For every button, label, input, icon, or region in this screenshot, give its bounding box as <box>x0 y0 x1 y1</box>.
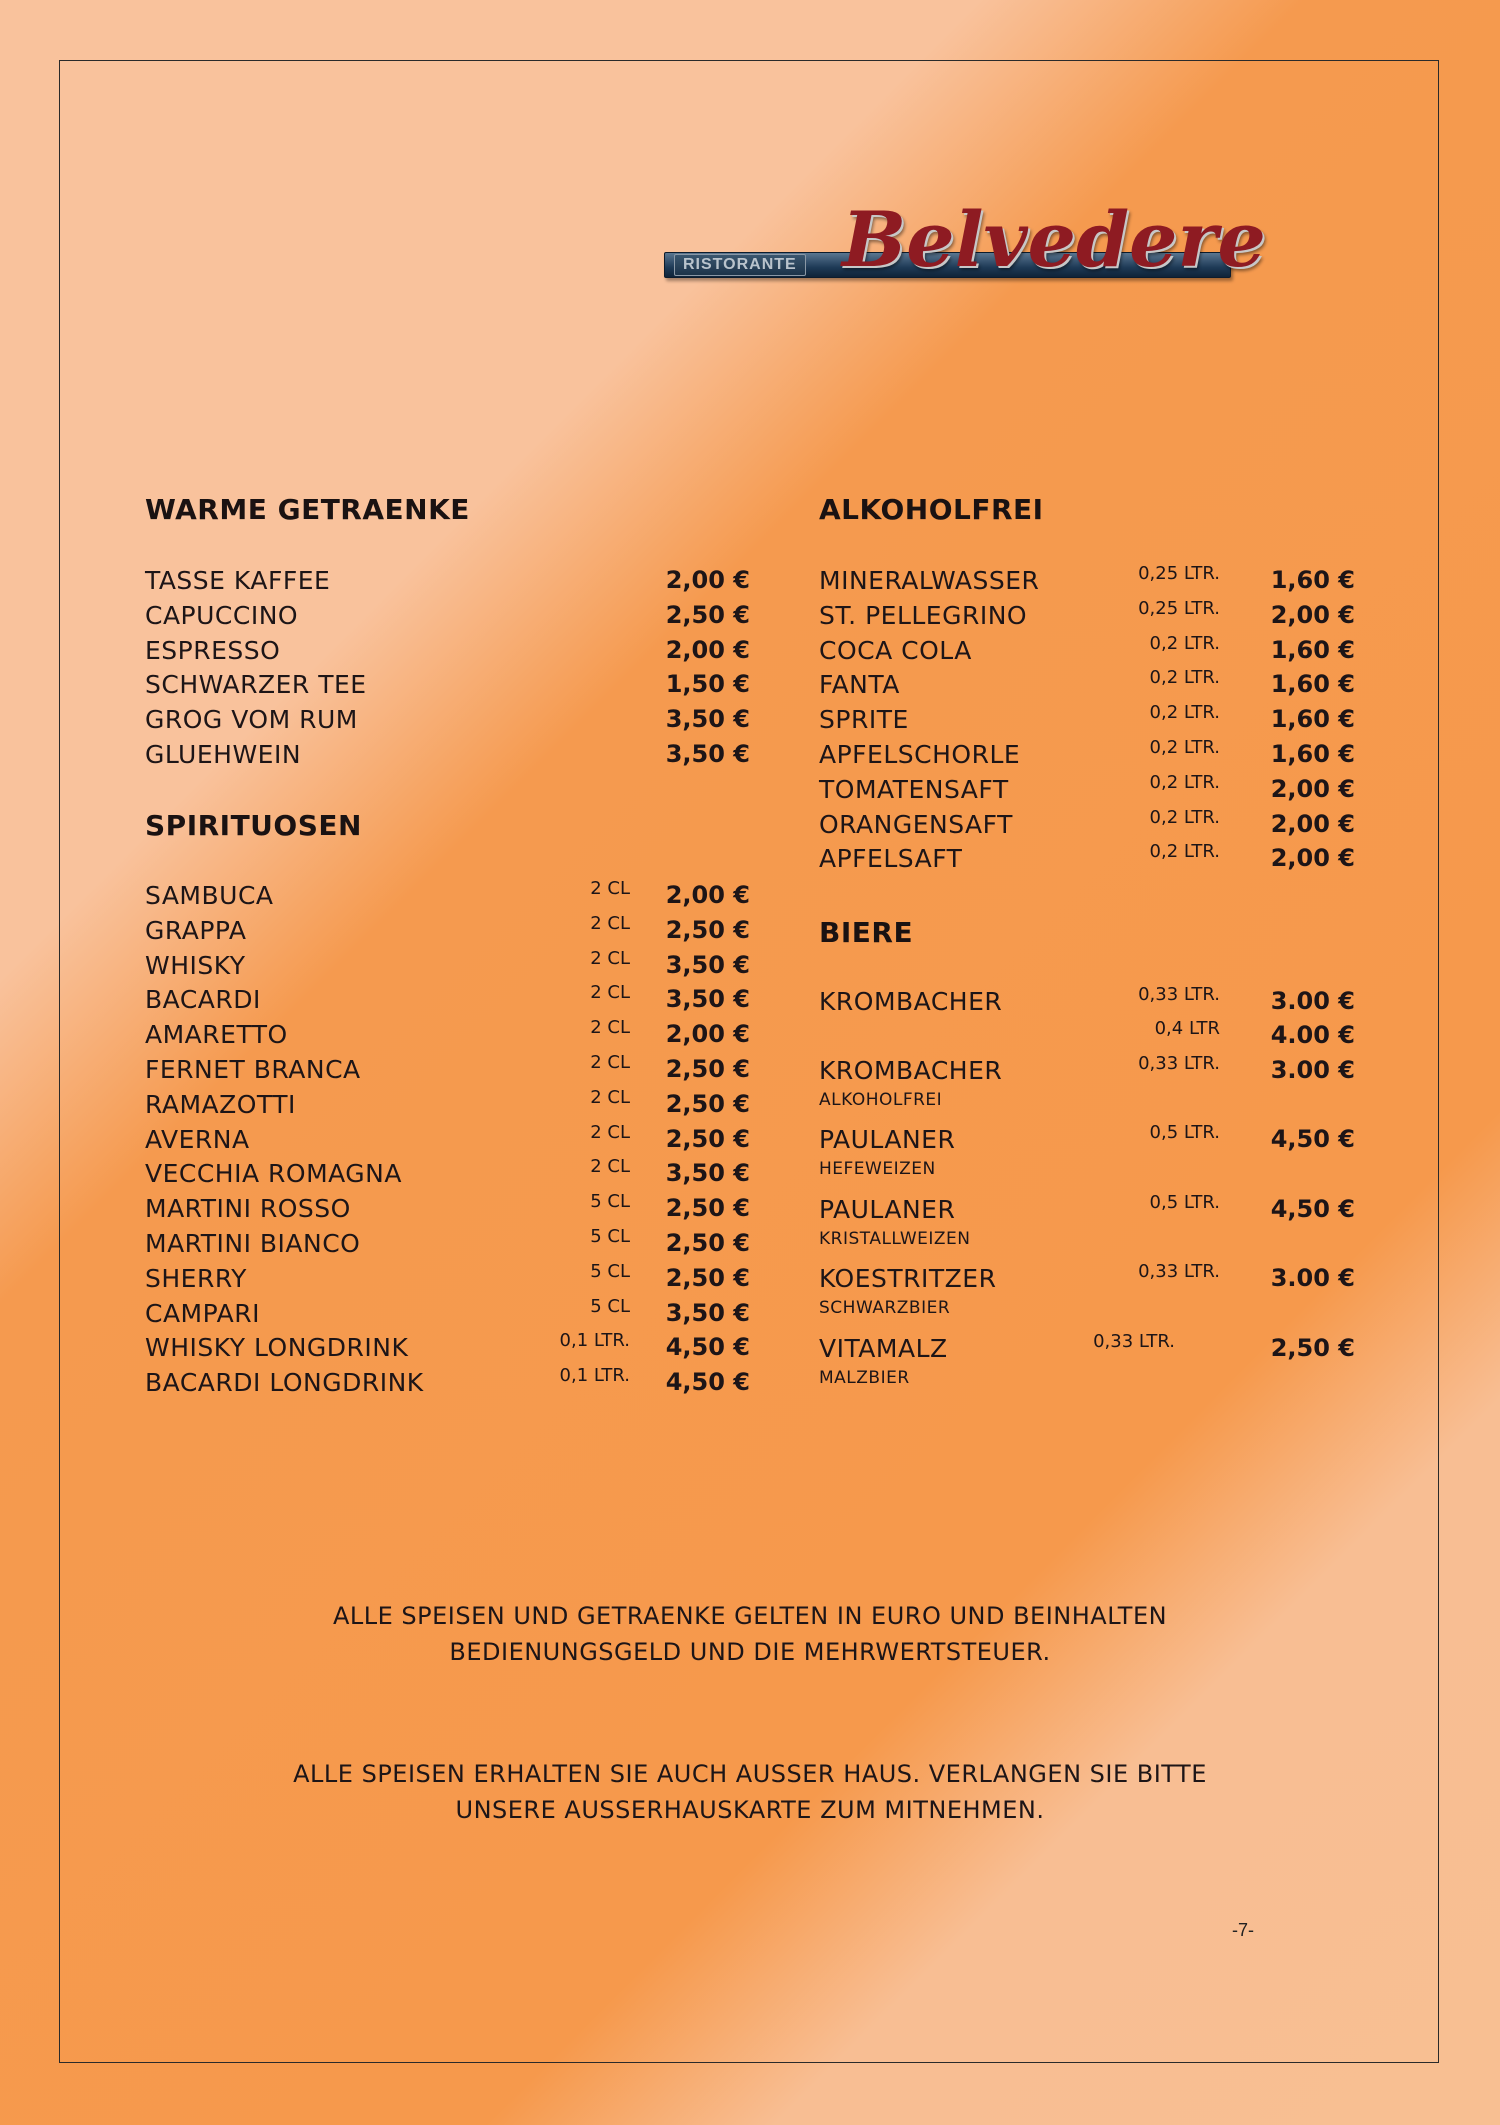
menu-item-row <box>145 1017 750 1054</box>
menu-item-row <box>145 982 750 1019</box>
section-title-spirituosen: SPIRITUOSEN <box>145 809 362 842</box>
menu-item-quantity: 0,5 LTR. <box>1149 1122 1220 1143</box>
menu-item-price: 2,50 € <box>665 1055 750 1083</box>
menu-item-name: GROG VOM RUM <box>145 705 358 735</box>
menu-item-price: 1,60 € <box>1270 566 1355 594</box>
menu-item-row <box>145 1191 750 1228</box>
menu-item-name: GRAPPA <box>145 915 247 945</box>
price-note <box>150 1598 1350 1670</box>
menu-item-row <box>819 1018 1355 1055</box>
menu-item-name: COCA COLA <box>819 635 972 665</box>
menu-item-name: APFELSAFT <box>819 844 963 874</box>
menu-item-name: GLUEHWEIN <box>145 740 302 769</box>
menu-item-row <box>145 740 750 774</box>
takeaway-note-line2: UNSERE AUSSERHAUSKARTE ZUM MITNEHMEN. <box>455 1796 1045 1824</box>
section-title-warme-getraenke: WARME GETRAENKE <box>145 493 470 526</box>
menu-item-price: 3,50 € <box>665 985 750 1014</box>
menu-item-price: 4.00 € <box>1270 1021 1355 1049</box>
menu-item-name: PAULANER <box>819 1195 956 1224</box>
price-note-line1: ALLE SPEISEN UND GETRAENKE GELTEN IN EURO UND BEINHALTEN <box>332 1602 1168 1630</box>
menu-item-row <box>819 771 1355 809</box>
menu-item-name: ORANGENSAFT <box>819 809 1013 839</box>
price-note-line2: BEDIENUNGSGELD UND DIE MEHRWERTSTEUER. <box>449 1638 1051 1666</box>
menu-item-quantity: 0,33 LTR. <box>1138 1053 1220 1074</box>
section-title-biere: BIERE <box>819 916 914 949</box>
menu-item-name: FERNET BRANCA <box>145 1055 361 1084</box>
menu-item-row <box>145 636 750 670</box>
menu-item-quantity: 5 CL <box>590 1226 630 1247</box>
menu-item-name: TASSE KAFFEE <box>145 566 331 595</box>
menu-item-price: 2,50 € <box>665 1229 750 1257</box>
menu-item-row <box>145 1226 750 1263</box>
menu-item-price: 2,00 € <box>1270 774 1355 803</box>
menu-item-row <box>145 1156 750 1193</box>
menu-item-price: 4,50 € <box>1270 1125 1355 1153</box>
menu-item-price: 3,50 € <box>665 740 750 768</box>
menu-item-price: 2,00 € <box>665 566 750 594</box>
menu-item-price: 3.00 € <box>1270 1264 1355 1292</box>
menu-item-quantity: 0,25 LTR. <box>1138 563 1220 584</box>
menu-item-row <box>145 1295 750 1333</box>
menu-item-name: VITAMALZ <box>819 1334 948 1363</box>
menu-item-price: 1,60 € <box>1270 670 1355 699</box>
menu-item-price: 2,50 € <box>665 1089 750 1118</box>
menu-item-quantity: 2 CL <box>590 1017 630 1039</box>
menu-item-quantity: 0,2 LTR. <box>1149 667 1220 689</box>
menu-item-quantity: 0,1 LTR. <box>559 1330 630 1352</box>
menu-item-quantity: 0,2 LTR. <box>1149 841 1220 863</box>
menu-item-price: 1,60 € <box>1270 705 1355 734</box>
menu-item-quantity: 0,2 LTR. <box>1149 632 1220 654</box>
menu-item-name: AMARETTO <box>145 1020 288 1050</box>
menu-item-row <box>145 670 750 704</box>
menu-item-name: CAMPARI <box>145 1298 260 1328</box>
menu-item-quantity: 2 CL <box>590 1086 630 1108</box>
menu-item-quantity: 0,5 LTR. <box>1149 1192 1220 1213</box>
menu-item-price: 1,60 € <box>1270 740 1355 768</box>
logo-badge-text: RISTORANTE <box>674 254 806 276</box>
menu-item-name: ST. PELLEGRINO <box>819 600 1028 630</box>
takeaway-note <box>150 1756 1350 1828</box>
menu-item-row <box>819 1122 1355 1179</box>
menu-item-name: KOESTRITZER <box>819 1264 997 1293</box>
menu-item-quantity: 0,4 LTR <box>1154 1018 1220 1039</box>
menu-item-price: 3,50 € <box>665 705 750 734</box>
menu-item-row <box>145 1052 750 1089</box>
menu-item-name: BACARDI LONGDRINK <box>145 1368 424 1398</box>
menu-item-quantity: 0,2 LTR. <box>1149 737 1220 758</box>
menu-item-name: APFELSCHORLE <box>819 740 1021 769</box>
menu-item-row <box>819 841 1355 878</box>
menu-item-name: MARTINI ROSSO <box>145 1194 351 1224</box>
menu-item-name: MINERALWASSER <box>819 566 1040 595</box>
menu-item-quantity: 5 CL <box>590 1191 630 1213</box>
menu-item-row <box>819 806 1355 844</box>
menu-item-name: VECCHIA ROMAGNA <box>145 1159 402 1189</box>
menu-item-row <box>145 1330 750 1367</box>
menu-item-quantity: 2 CL <box>590 912 630 934</box>
menu-item-quantity: 0,2 LTR. <box>1149 806 1220 828</box>
menu-item-name: PAULANER <box>819 1125 956 1154</box>
menu-item-quantity: 0,33 LTR. <box>1138 1261 1220 1282</box>
menu-item-row <box>145 566 750 600</box>
menu-item-quantity: 0,1 LTR. <box>559 1365 630 1387</box>
menu-item-quantity: 0,2 LTR. <box>1149 771 1220 793</box>
restaurant-logo <box>664 190 1266 300</box>
menu-item-subtitle: MALZBIER <box>819 1368 910 1388</box>
menu-item-price: 2,50 € <box>665 1263 750 1292</box>
menu-item-price: 1,60 € <box>1270 635 1355 664</box>
menu-item-name: TOMATENSAFT <box>819 774 1009 804</box>
menu-item-price: 2,00 € <box>665 635 750 664</box>
menu-item-name: SAMBUCA <box>145 881 274 910</box>
menu-item-name: KROMBACHER <box>819 987 1003 1016</box>
menu-item-row <box>145 1086 750 1124</box>
menu-item-name: SPRITE <box>819 705 909 735</box>
menu-item-row <box>145 1365 750 1402</box>
menu-item-name: BACARDI <box>145 985 261 1015</box>
menu-item-row <box>819 984 1355 1021</box>
menu-item-row <box>819 667 1355 704</box>
menu-item-price: 4,50 € <box>665 1333 750 1362</box>
menu-item-price: 4,50 € <box>665 1368 750 1397</box>
menu-item-row <box>145 878 750 915</box>
menu-item-row <box>145 1121 750 1159</box>
menu-item-price: 2,50 € <box>665 915 750 944</box>
menu-item-row <box>819 1053 1355 1110</box>
menu-item-subtitle: SCHWARZBIER <box>819 1298 951 1318</box>
menu-item-quantity: 0,2 LTR. <box>1149 702 1220 724</box>
menu-item-price: 2,50 € <box>665 1124 750 1153</box>
menu-item-price: 2,00 € <box>1270 809 1355 838</box>
menu-item-price: 2,00 € <box>1270 844 1355 873</box>
menu-item-subtitle: ALKOHOLFREI <box>819 1090 943 1110</box>
menu-item-quantity: 0,33 LTR. <box>1138 984 1220 1005</box>
menu-item-quantity: 2 CL <box>590 1121 630 1143</box>
menu-item-quantity: 2 CL <box>590 878 630 899</box>
menu-item-name: RAMAZOTTI <box>145 1089 296 1119</box>
menu-item-price: 3.00 € <box>1270 1056 1355 1084</box>
menu-item-row <box>145 705 750 739</box>
menu-item-quantity: 0,25 LTR. <box>1138 597 1220 619</box>
menu-item-subtitle: KRISTALLWEIZEN <box>819 1229 971 1249</box>
logo-script-text: Belvedere <box>842 195 1266 284</box>
menu-item-row <box>145 947 750 985</box>
menu-item-price: 3.00 € <box>1270 987 1355 1015</box>
menu-item-name: MARTINI BIANCO <box>145 1229 361 1258</box>
page-number: -7- <box>1232 1920 1254 1940</box>
menu-item-row <box>819 1192 1355 1249</box>
menu-item-price: 2,50 € <box>665 600 750 629</box>
menu-item-name: ESPRESSO <box>145 635 281 665</box>
menu-item-row <box>819 702 1355 739</box>
takeaway-note-line1: ALLE SPEISEN ERHALTEN SIE AUCH AUSSER HAUS. VERLANGEN SIE BITTE <box>293 1760 1207 1788</box>
menu-item-price: 2,00 € <box>1270 600 1355 629</box>
menu-item-price: 1,50 € <box>665 670 750 699</box>
menu-item-name: CAPUCCINO <box>145 600 299 630</box>
menu-item-price: 2,50 € <box>1270 1334 1355 1362</box>
menu-item-quantity: 2 CL <box>590 982 630 1004</box>
menu-item-name: KROMBACHER <box>819 1056 1003 1085</box>
menu-item-name: WHISKY LONGDRINK <box>145 1333 409 1363</box>
menu-item-row <box>819 597 1355 635</box>
menu-item-price: 2,00 € <box>665 881 750 909</box>
menu-item-quantity: 5 CL <box>590 1295 630 1317</box>
menu-item-quantity: 2 CL <box>590 1052 630 1073</box>
menu-item-name: WHISKY <box>145 950 246 980</box>
menu-item-row <box>145 1260 750 1298</box>
menu-item-quantity: 5 CL <box>590 1260 630 1282</box>
menu-item-quantity: 0,33 LTR. <box>1093 1331 1175 1352</box>
menu-item-row <box>819 737 1355 774</box>
menu-item-price: 3,50 € <box>665 1159 750 1188</box>
menu-item-name: SCHWARZER TEE <box>145 670 367 700</box>
menu-item-row <box>819 632 1355 670</box>
menu-item-row <box>145 912 750 950</box>
menu-item-name: AVERNA <box>145 1124 250 1154</box>
menu-item-row <box>819 1331 1355 1388</box>
menu-item-quantity: 2 CL <box>590 1156 630 1178</box>
menu-item-price: 3,50 € <box>665 950 750 979</box>
menu-item-price: 3,50 € <box>665 1298 750 1327</box>
menu-item-subtitle: HEFEWEIZEN <box>819 1159 936 1179</box>
menu-item-row <box>819 1261 1355 1318</box>
menu-item-name: FANTA <box>819 670 900 700</box>
menu-item-price: 2,00 € <box>665 1020 750 1049</box>
menu-item-quantity: 2 CL <box>590 947 630 969</box>
menu-item-price: 2,50 € <box>665 1194 750 1223</box>
menu-item-row <box>819 563 1355 600</box>
section-title-alkoholfrei: ALKOHOLFREI <box>819 493 1044 526</box>
menu-item-price: 4,50 € <box>1270 1195 1355 1223</box>
menu-item-name: SHERRY <box>145 1263 247 1293</box>
menu-item-row <box>145 601 750 635</box>
